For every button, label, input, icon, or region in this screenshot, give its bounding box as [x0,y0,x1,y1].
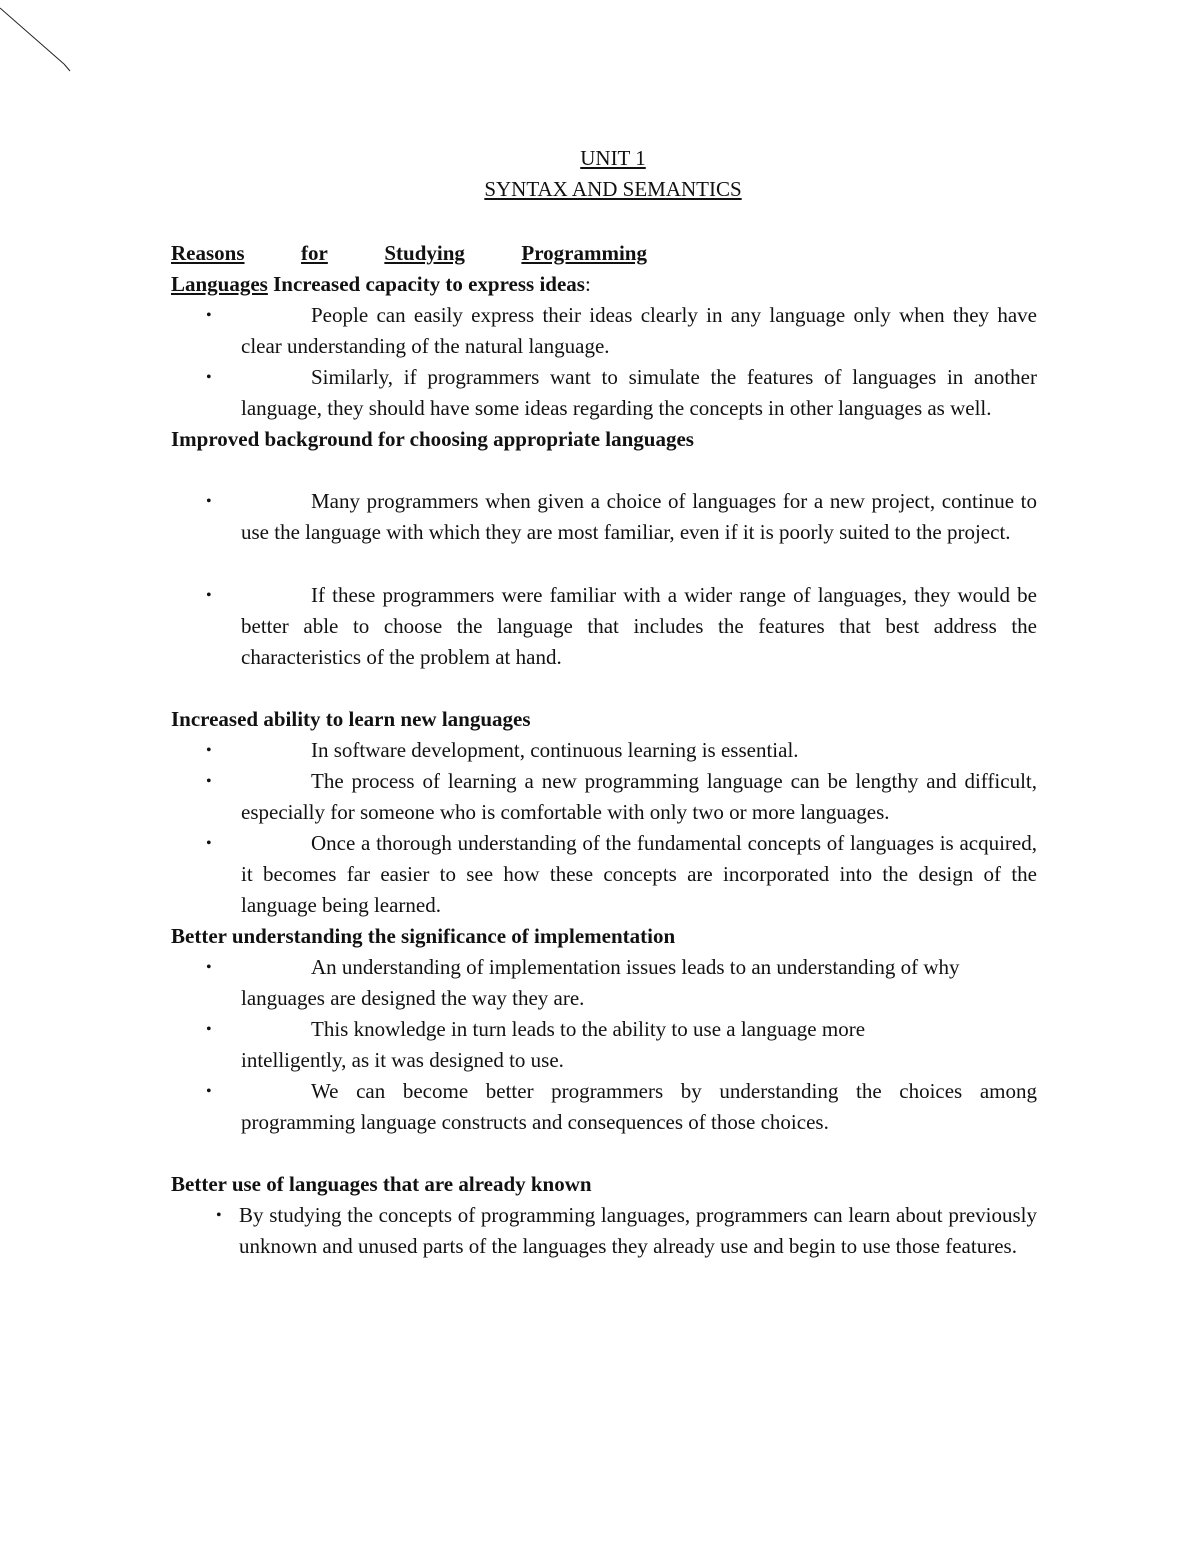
bullet-icon: • [206,369,212,386]
section4-list [171,952,1037,1138]
reasons-word: Programming [521,241,647,265]
section1-list [171,300,1037,424]
section2-list [171,486,1037,673]
bullet-icon: • [206,493,212,510]
section5-list [171,1200,1037,1262]
list-item: • This knowledge in turn leads to the ability to use a language more intelligently, as it was designed to use. [171,1014,1037,1076]
bullet-icon: • [206,587,212,604]
list-item: • Many programmers when given a choice of languages for a new project, continue to use the language with which they are most familiar, even if it is poorly suited to the project. [171,486,1037,548]
section1-heading-line [171,269,1037,300]
list-item: • Once a thorough understanding of the fundamental concepts of languages is acquired, it becomes far easier to see how these concepts are incorporated into the design of the language being learned. [171,828,1037,921]
heading-colon: : [584,272,591,296]
section3-list [171,735,1037,921]
corner-diagonal-line [0,0,80,80]
bullet-icon: • [206,773,212,790]
languages-word: Languages [171,272,268,296]
unit-title: UNIT 1 [580,146,646,170]
list-item: • Similarly, if programmers want to simulate the features of languages in another language, they should have some ideas regarding the concepts in other languages as well. [171,362,1037,424]
list-item: • People can easily express their ideas clearly in any language only when they have clear understanding of the natural language. [171,300,1037,362]
reasons-word: Reasons [171,241,245,265]
bullet-icon: • [206,1021,212,1038]
list-item: • We can become better programmers by understanding the choices among programming language constructs and consequences of those choices. [171,1076,1037,1138]
bullet-icon: • [206,835,212,852]
bullet-icon: • [206,959,212,976]
section2-heading: Improved background for choosing appropriate languages [171,427,694,451]
section1-heading: Increased capacity to express ideas [267,272,585,296]
section3-heading: Increased ability to learn new languages [171,707,531,731]
section5-heading: Better use of languages that are already known [171,1172,592,1196]
bullet-icon: • [206,307,212,324]
bullet-icon: • [216,1207,222,1224]
list-item: • In software development, continuous learning is essential. [171,735,1037,766]
list-item: • By studying the concepts of programming languages, programmers can learn about previously unknown and unused parts of the languages they already use and begin to use those features. [171,1200,1037,1262]
reasons-heading [171,238,647,269]
document-page [171,143,1037,1262]
section4-heading: Better understanding the significance of implementation [171,924,676,948]
reasons-word: for [301,241,328,265]
reasons-word: Studying [384,241,465,265]
bullet-icon: • [206,1083,212,1100]
list-item: • If these programmers were familiar with a wider range of languages, they would be better able to choose the language that includes the features that best address the characteristics of the problem at hand. [171,580,1037,673]
title-block [189,143,1037,205]
subject-title: SYNTAX AND SEMANTICS [484,177,742,201]
list-item: • The process of learning a new programming language can be lengthy and difficult, especially for someone who is comfortable with only two or more languages. [171,766,1037,828]
list-item: • An understanding of implementation issues leads to an understanding of why languages are designed the way they are. [171,952,1037,1014]
bullet-icon: • [206,742,212,759]
